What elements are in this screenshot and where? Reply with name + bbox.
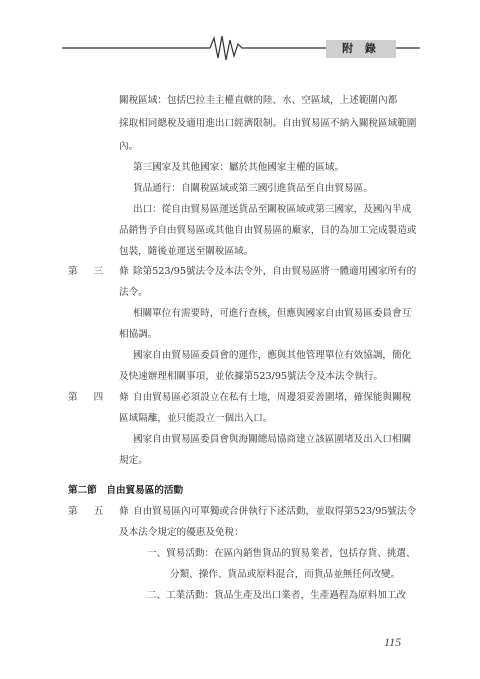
article-4-line: 規定。: [119, 455, 148, 466]
article-3-line: 相協調。: [119, 329, 158, 340]
article-5-line: 二、工業活動：貨品生產及出口業者，生產過程為原料加工改: [147, 590, 407, 601]
page-number: 115: [384, 635, 402, 649]
header-section-label: 附 錄: [342, 42, 380, 55]
article-4-line: 自由貿易區必須設立在私有土地，周邊須妥善圍堵，確保能與關稅: [133, 392, 412, 403]
article-label-char: 第: [68, 392, 78, 403]
article-5-line: 一、貿易活動：在區內銷售貨品的貿易業者，包括存貨、挑選、: [147, 548, 416, 559]
article-3-line: 國家自由貿易區委員會的運作，應與其他管理單位有效協調，簡化: [133, 350, 412, 361]
article-4-line: 國家自由貿易區委員會與海關總局協商建立該區圍堵及出入口相關: [133, 434, 412, 445]
article-3-label: [68, 262, 129, 282]
article-label-char: 五: [93, 506, 104, 517]
article-label-char: 第: [68, 506, 78, 517]
article-label-char: 三: [93, 266, 104, 277]
paragraph-line: 第三國家及其他國家：屬於其他國家主權的區域。: [133, 162, 345, 173]
article-label-char: 四: [93, 392, 104, 403]
article-5-line: 及本法令規定的優惠及免稅：: [119, 527, 244, 538]
article-label-char: 第: [68, 266, 78, 277]
article-3-line: 相關單位有需要時，可進行查核，但應與國家自由貿易區委員會互: [133, 308, 412, 319]
paragraph-line: 關稅區域：包括巴拉圭主權直轄的陸、水、空區域，上述範圍內都: [119, 95, 398, 106]
section-heading: 第二節 自由貿易區的活動: [68, 485, 184, 496]
article-3-line: 除第523/95號法令及本法令外，自由貿易區將一體適用國家所有的: [133, 266, 417, 277]
article-4-label: [68, 388, 129, 408]
paragraph-line: 採取相同總稅及適用進出口經濟限制。自由貿易區不納入關稅區域範圍: [119, 118, 417, 129]
paragraph-line: 出口：從自由貿易區運送貨品至關稅區域或第三國家，及國內半成: [133, 204, 412, 215]
article-5-line: 分類、操作、貨品或原料混合，而貨品並無任何改變。: [170, 569, 401, 580]
article-5-line: 自由貿易區內可單獨或合併執行下述活動，並取得第523/95號法令: [133, 506, 417, 517]
paragraph-line: 內。: [119, 141, 139, 152]
article-4-line: 區域隔離，並只能設立一個出入口。: [119, 413, 273, 424]
paragraph-line: 貨品通行：自關稅區域或第三國引進貨品至自由貿易區。: [133, 183, 373, 194]
article-3-line: 及快速辦理相關事項，並依據第523/95號法令及本法令執行。: [119, 371, 384, 382]
paragraph-line: 包裝，隨後並運送至關稅區域。: [119, 246, 254, 257]
paragraph-line: 品銷售予自由貿易區或其他自由貿易區的廠家，目的為加工完成製造或: [119, 225, 417, 236]
article-3-line: 法令。: [119, 287, 148, 298]
article-label-char: 條: [119, 266, 129, 277]
article-5-label: [68, 502, 129, 522]
article-label-char: 條: [119, 392, 129, 403]
article-label-char: 條: [119, 506, 129, 517]
